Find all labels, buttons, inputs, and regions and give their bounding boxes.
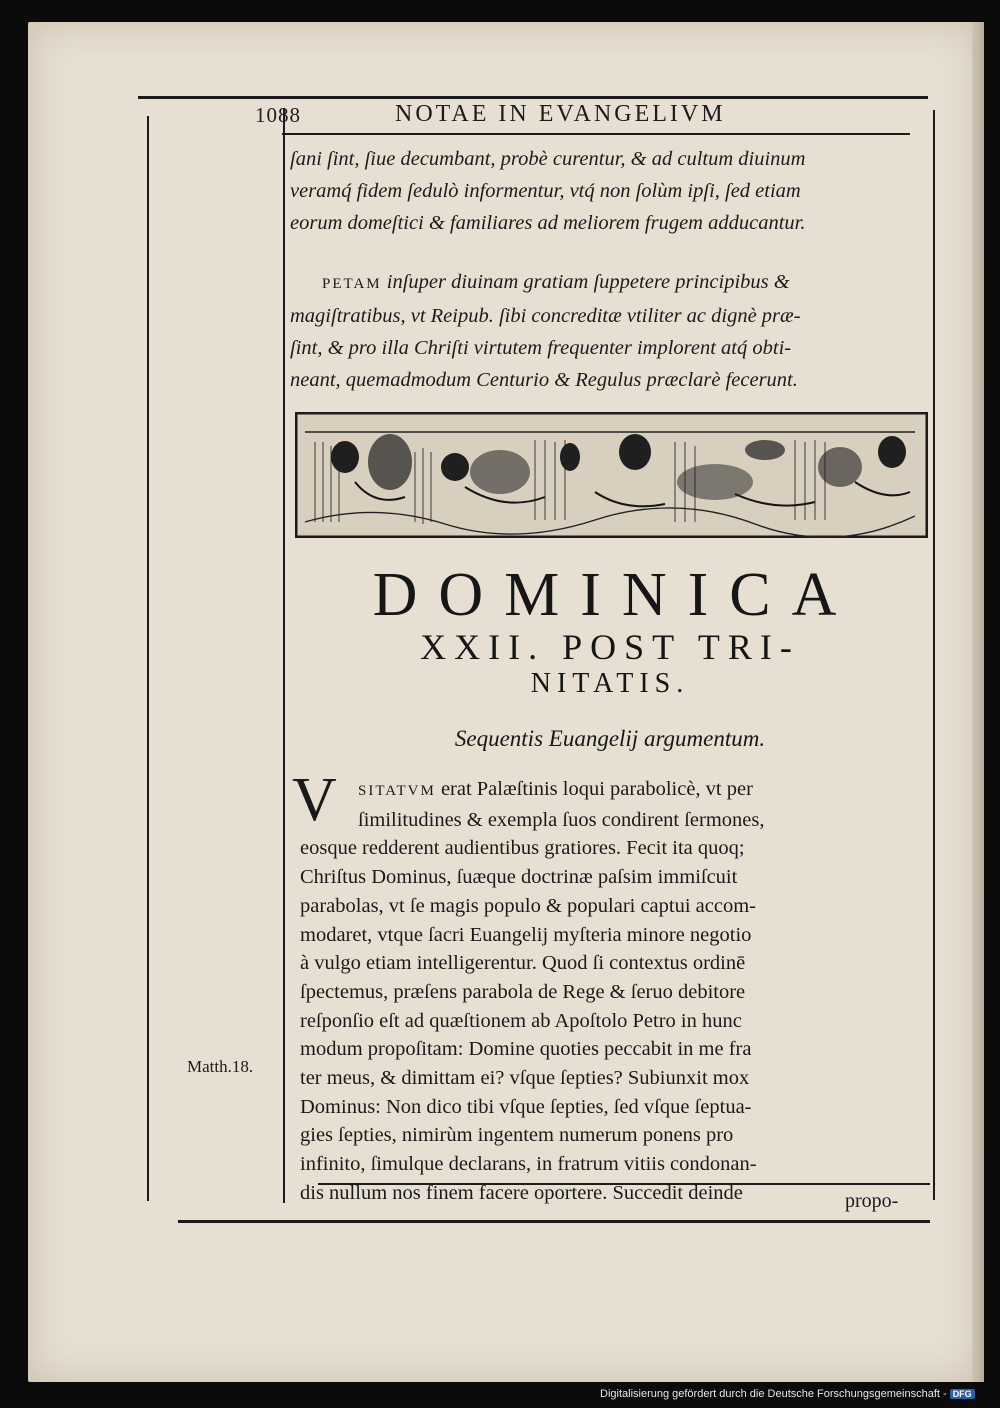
text-line: ſpectemus, præſens parabola de Rege & ſeruo debitore [300, 980, 746, 1003]
text-line: ſimilitudines & exempla ſuos condirent ſermones, [358, 808, 765, 831]
frame-top-rule [138, 96, 928, 99]
text-line: neant, quemadmodum Centurio & Regulus præclarè fecerunt. [290, 369, 798, 391]
frame-column-rule [283, 108, 285, 1203]
upper-paragraph [290, 143, 925, 239]
text-line: erat Palæſtinis loqui parabolicè, vt per [435, 778, 753, 800]
text-line: ſint, & pro illa Chriſti virtutem frequenter implorent atq́ obti- [290, 337, 792, 359]
frame-left-rule [147, 116, 149, 1201]
running-head: NOTAE IN EVANGELIVM [395, 101, 726, 127]
paragraph-lead: PETAM [322, 276, 382, 292]
text-line: modum propoſitam: Domine quoties peccabit in me fra [300, 1038, 752, 1061]
text-line: Chriſtus Dominus, ſuæque doctrinæ paſsim immiſcuit [300, 866, 738, 889]
title-line-2: XXII. POST TRI- [420, 627, 800, 667]
margin-note: Matth.18. [187, 1057, 254, 1076]
body-text [292, 766, 920, 1208]
text-line: gies ſepties, nimirùm ingentem numerum ponens pro [300, 1124, 734, 1147]
frame-right-rule [933, 110, 935, 1200]
title-line-3: NITATIS. [530, 668, 690, 699]
text-line: ter meus, & dimittam ei? vſque ſepties? Subiunxit mox [300, 1067, 750, 1090]
text-line: modaret, vtque ſacri Euangelij myſteria minore negotio [300, 923, 752, 946]
text-line: dis nullum nos finem facere oportere. Succedit deinde [300, 1181, 743, 1204]
text-line: parabolas, vt ſe magis populo & populari captui accom- [300, 894, 756, 917]
page-edge [972, 22, 984, 1382]
page-header [255, 103, 915, 133]
text-line: veramq́ fidem ſedulò informentur, vtq́ non ſolùm ipſi, ſed etiam [290, 180, 801, 202]
page-number: 1088 [255, 103, 301, 127]
text-line: eorum domeſtici & familiares ad meliorem frugem adducantur. [290, 212, 806, 234]
text-line: reſponſio eſt ad quæſtionem ab Apoſtolo Petro in hunc [300, 1009, 742, 1032]
subtitle: Sequentis Euangelij argumentum. [454, 726, 766, 751]
woodcut-illustration-icon [295, 412, 928, 538]
catchword: propo- [845, 1190, 899, 1212]
petam-paragraph [290, 266, 925, 396]
text-line: magiſtratibus, vt Reipub. ſibi concreditæ vtiliter ac dignè præ- [290, 305, 801, 327]
text-line: infinito, ſimulque declarans, in fratrum vitiis condonan- [300, 1153, 757, 1176]
text-line: à vulgo etiam intelligerentur. Quod ſi contextus ordinē [300, 952, 746, 975]
frame-bottom-rule [178, 1220, 930, 1223]
drop-cap: V [292, 766, 337, 834]
body-lead: SITATVM [358, 783, 436, 799]
footer-credit-text: Digitalisierung gefördert durch die Deutsche Forschungsgemeinschaft - [600, 1388, 947, 1400]
footer-credit [600, 1388, 975, 1400]
title-dominica: DOMINICA [372, 561, 858, 629]
text-line: inſuper diuinam gratiam ſuppetere principibus & [381, 271, 790, 293]
text-line: ſani ſint, ſiue decumbant, probè curentur, & ad cultum diuinum [290, 148, 806, 170]
frame-header-rule [282, 133, 910, 135]
text-line: eosque redderent audientibus gratiores. Fecit ita quoq; [300, 837, 745, 860]
dfg-logo: DFG [950, 1389, 975, 1399]
text-line: Dominus: Non dico tibi vſque ſepties, ſed vſque ſeptua- [300, 1095, 752, 1118]
